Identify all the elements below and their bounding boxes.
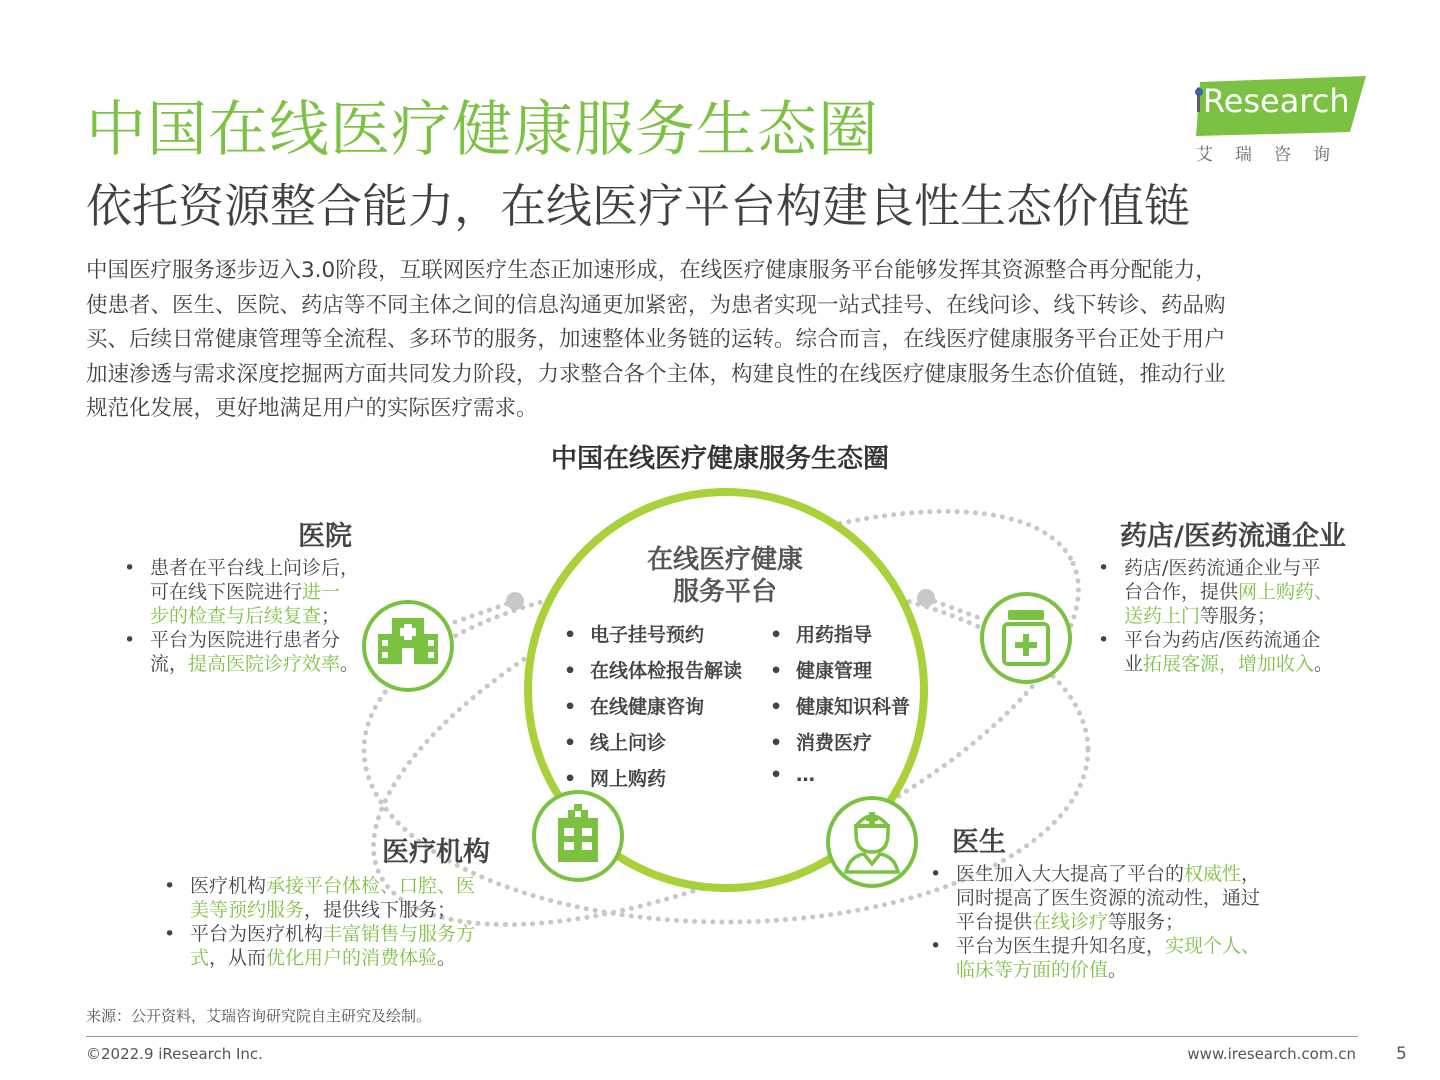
platform-title: 在线医疗健康 服务平台 xyxy=(646,545,803,607)
source-note: 来源：公开资料，艾瑞咨询研究院自主研究及绘制。 xyxy=(86,1007,432,1025)
pharmacy-description: • 药店/医药流通企业与平 台合作，提供网上购药、 送药上门等服务； • 平台为药店/医药流通企 业拓展客源，增加收入。 xyxy=(1098,556,1368,676)
medical-institution-icon xyxy=(534,792,622,880)
orbit-dot xyxy=(917,589,935,607)
institution-description: • 医疗机构承接平台体检、口腔、医 美等预约服务，提供线下服务； • 平台为医疗机构丰富销售与服务方 式，从而优化用户的消费体验。 xyxy=(164,874,504,970)
service-list-right xyxy=(770,620,910,800)
copyright: ©2022.9 iResearch Inc. xyxy=(86,1045,263,1063)
footer-divider xyxy=(86,1036,1358,1037)
paragraph-line: 加速渗透与需求深度挖掘两方面共同发力阶段，力求整合各个主体，构建良性的在线医疗健康服务生态价值链，推动行业 xyxy=(86,361,1226,387)
logo-subtitle: 艾瑞咨询 xyxy=(1196,145,1352,165)
paragraph-line: 使患者、医生、医院、药店等不同主体之间的信息沟通更加紧密，为患者实现一站式挂号、在线问诊、线下转诊、药品购 xyxy=(86,292,1226,318)
institution-title: 医疗机构 xyxy=(382,837,490,868)
service-item: • 线上问诊 xyxy=(564,728,742,764)
hospital-title: 医院 xyxy=(298,521,352,552)
service-item: • 在线健康咨询 xyxy=(564,692,742,728)
service-item: • 健康管理 xyxy=(770,656,910,692)
service-item: • 消费医疗 xyxy=(770,728,910,764)
paragraph-line: 规范化发展，更好地满足用户的实际医疗需求。 xyxy=(86,396,538,421)
page-number: 5 xyxy=(1396,1044,1407,1064)
doctor-description: • 医生加入大大提高了平台的权威性， 同时提高了医生资源的流动性，通过 平台提供在线诊疗等服务； • 平台为医生提升知名度，实现个人、 临床等方面的价值。 xyxy=(930,862,1310,982)
service-item: • 在线体检报告解读 xyxy=(564,656,742,692)
paragraph-line: 买、后续日常健康管理等全流程、多环节的服务，加速整体业务链的运转。综合而言，在线医疗健康服务平台正处于用户 xyxy=(86,327,1226,352)
doctor-icon xyxy=(828,798,916,886)
page-subtitle: 依托资源整合能力，在线医疗平台构建良性生态价值链 xyxy=(86,179,1190,233)
doctor-title: 医生 xyxy=(952,827,1006,858)
logo-wordmark: iResearch xyxy=(1194,82,1350,120)
service-list-left xyxy=(564,620,742,800)
website-link[interactable]: www.iresearch.com.cn xyxy=(1187,1045,1356,1063)
service-item: • 健康知识科普 xyxy=(770,692,910,728)
service-item: • 电子挂号预约 xyxy=(564,620,742,656)
pharmacy-title: 药店/医药流通企业 xyxy=(1120,521,1346,552)
diagram-title: 中国在线医疗健康服务生态圈 xyxy=(550,444,889,474)
orbit-dot xyxy=(506,592,524,610)
page-title: 中国在线医疗健康服务生态圈 xyxy=(86,95,879,165)
medicine-bottle-icon xyxy=(982,594,1070,682)
paragraph-line: 中国医疗服务逐步迈入3.0阶段，互联网医疗生态正加速形成，在线医疗健康服务平台能够发挥其资源整合再分配能力， xyxy=(86,258,1217,283)
service-item: • 网上购药 xyxy=(564,764,742,800)
intro-paragraph xyxy=(86,254,1366,427)
service-item: • … xyxy=(770,764,910,800)
hospital-description: • 患者在平台线上问诊后， 可在线下医院进行进一 步的检查与后续复查； • 平台为医院进行患者分 流，提高医院诊疗效率。 xyxy=(124,556,384,676)
service-item: • 用药指导 xyxy=(770,620,910,656)
